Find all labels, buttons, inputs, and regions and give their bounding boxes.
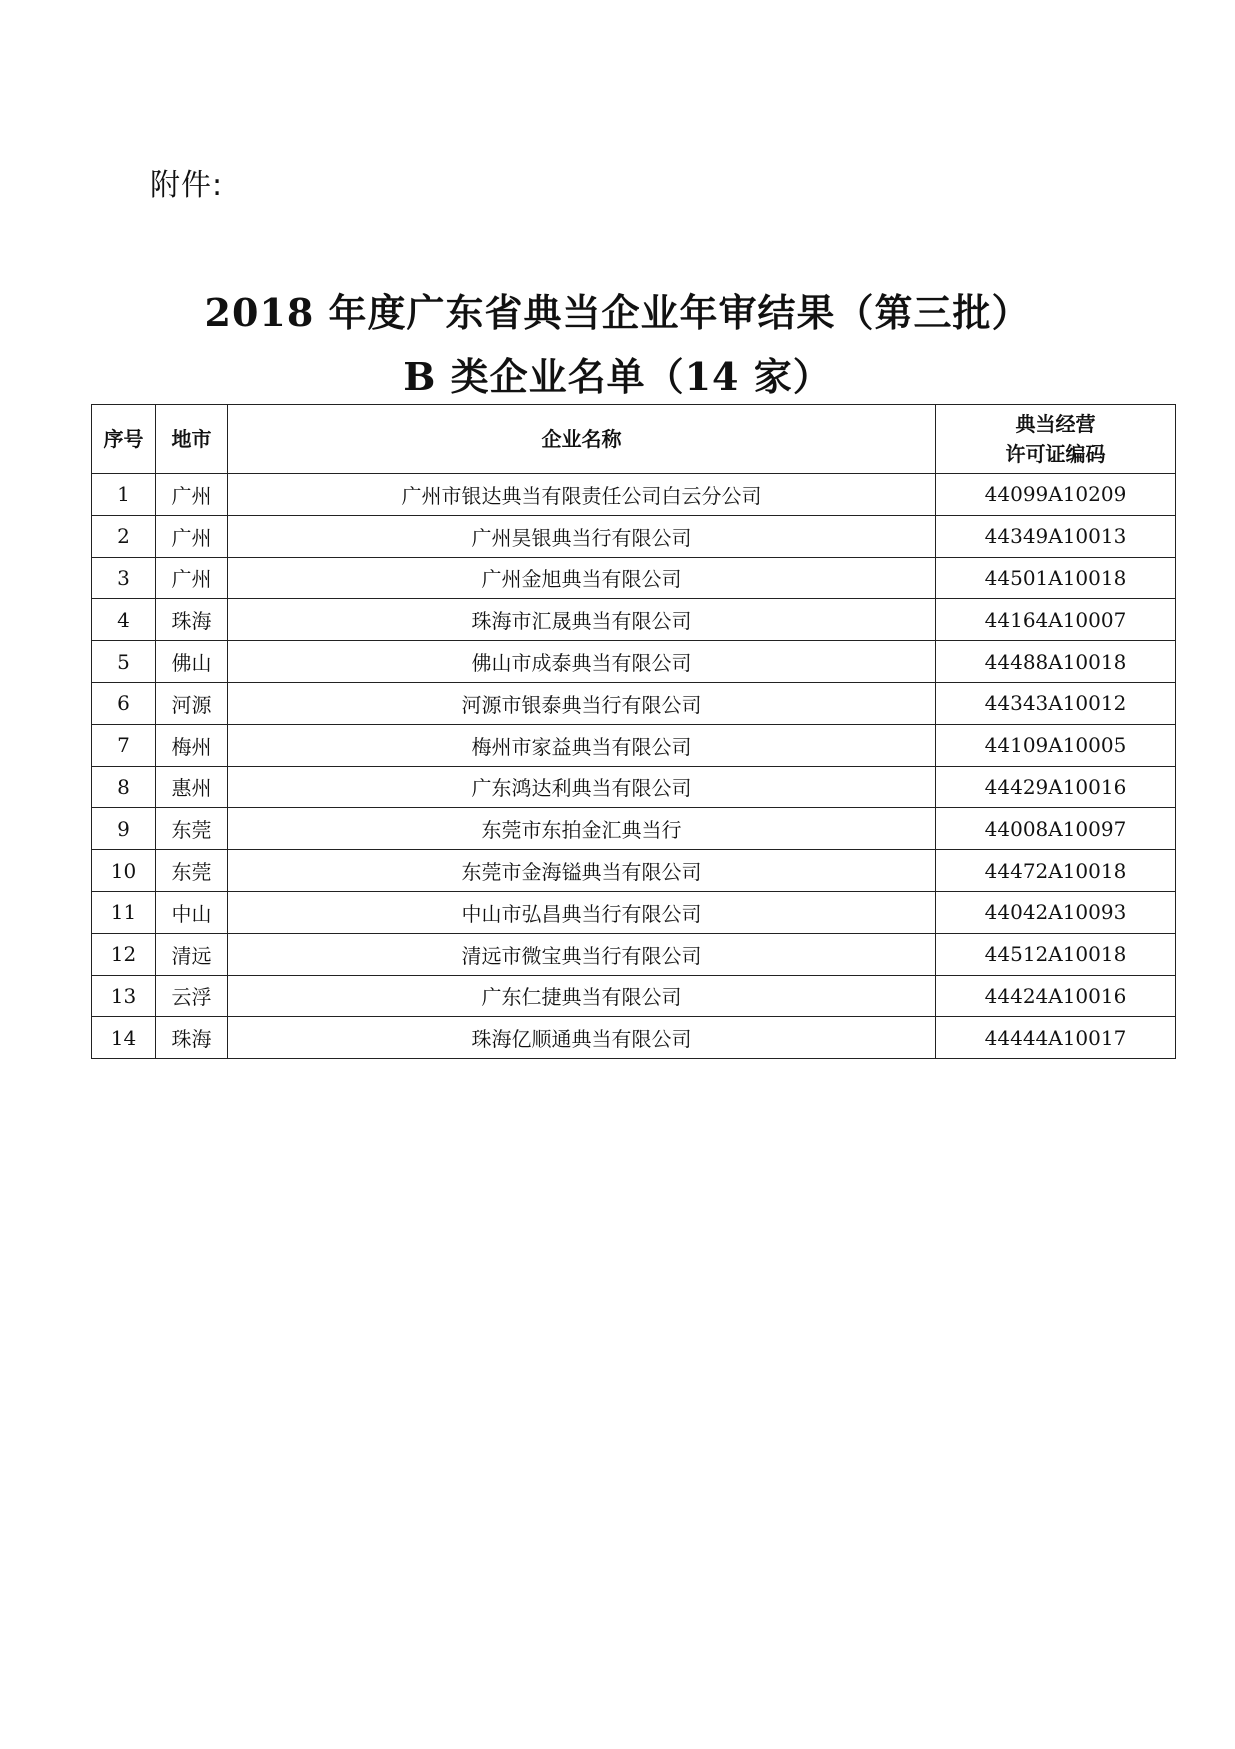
cell-name: 广州金旭典当有限公司 [228,557,936,599]
cell-no: 3 [92,557,156,599]
cell-name: 中山市弘昌典当行有限公司 [228,891,936,933]
cell-city: 广州 [156,515,228,557]
cell-city: 东莞 [156,808,228,850]
cell-code: 44429A10016 [936,766,1176,808]
cell-no: 5 [92,641,156,683]
header-no: 序号 [92,405,156,474]
cell-no: 6 [92,682,156,724]
cell-name: 广东鸿达利典当有限公司 [228,766,936,808]
document-subtitle: B 类企业名单（14 家） [403,354,832,399]
header-license-code-line2: 许可证编码 [1005,442,1106,466]
cell-name: 东莞市东拍金汇典当行 [228,808,936,850]
cell-name: 佛山市成泰典当有限公司 [228,641,936,683]
table-row [92,724,1176,766]
cell-code: 44343A10012 [936,682,1176,724]
cell-city: 清远 [156,933,228,975]
cell-city: 中山 [156,891,228,933]
table-row [92,891,1176,933]
cell-code: 44472A10018 [936,850,1176,892]
cell-code: 44008A10097 [936,808,1176,850]
cell-name: 河源市银泰典当行有限公司 [228,682,936,724]
cell-code: 44349A10013 [936,515,1176,557]
cell-no: 7 [92,724,156,766]
table-row [92,641,1176,683]
table-row [92,975,1176,1017]
cell-code: 44042A10093 [936,891,1176,933]
cell-code: 44164A10007 [936,599,1176,641]
cell-no: 12 [92,933,156,975]
cell-name: 珠海市汇晟典当有限公司 [228,599,936,641]
cell-city: 珠海 [156,599,228,641]
attachment-label: 附件: [150,168,224,203]
cell-name: 珠海亿顺通典当有限公司 [228,1017,936,1059]
cell-no: 11 [92,891,156,933]
table-row [92,933,1176,975]
cell-city: 河源 [156,682,228,724]
cell-name: 东莞市金海镒典当有限公司 [228,850,936,892]
table-row [92,599,1176,641]
cell-no: 8 [92,766,156,808]
cell-code: 44109A10005 [936,724,1176,766]
header-city: 地市 [156,405,228,474]
cell-name: 梅州市家益典当有限公司 [228,724,936,766]
cell-code: 44444A10017 [936,1017,1176,1059]
table-row [92,682,1176,724]
cell-name: 广州市银达典当有限责任公司白云分公司 [228,474,936,516]
cell-code: 44488A10018 [936,641,1176,683]
cell-city: 惠州 [156,766,228,808]
cell-name: 清远市微宝典当行有限公司 [228,933,936,975]
cell-city: 佛山 [156,641,228,683]
header-name: 企业名称 [228,405,936,474]
header-license-code [936,405,1176,474]
cell-city: 东莞 [156,850,228,892]
table-row [92,515,1176,557]
cell-no: 1 [92,474,156,516]
cell-city: 珠海 [156,1017,228,1059]
enterprise-table [91,404,1176,1059]
document-title: 2018 年度广东省典当企业年审结果（第三批） [204,290,1031,335]
cell-no: 9 [92,808,156,850]
table-row [92,474,1176,516]
cell-no: 2 [92,515,156,557]
table-row [92,808,1176,850]
table-row [92,1017,1176,1059]
cell-name: 广东仁捷典当有限公司 [228,975,936,1017]
cell-city: 广州 [156,474,228,516]
cell-code: 44512A10018 [936,933,1176,975]
cell-city: 广州 [156,557,228,599]
cell-no: 4 [92,599,156,641]
cell-no: 14 [92,1017,156,1059]
table-row [92,557,1176,599]
header-license-code-line1: 典当经营 [1015,412,1096,436]
cell-no: 13 [92,975,156,1017]
table-row [92,850,1176,892]
cell-name: 广州昊银典当行有限公司 [228,515,936,557]
cell-city: 梅州 [156,724,228,766]
cell-no: 10 [92,850,156,892]
cell-code: 44501A10018 [936,557,1176,599]
cell-code: 44424A10016 [936,975,1176,1017]
table-header-row [92,405,1176,474]
cell-code: 44099A10209 [936,474,1176,516]
cell-city: 云浮 [156,975,228,1017]
table-row [92,766,1176,808]
